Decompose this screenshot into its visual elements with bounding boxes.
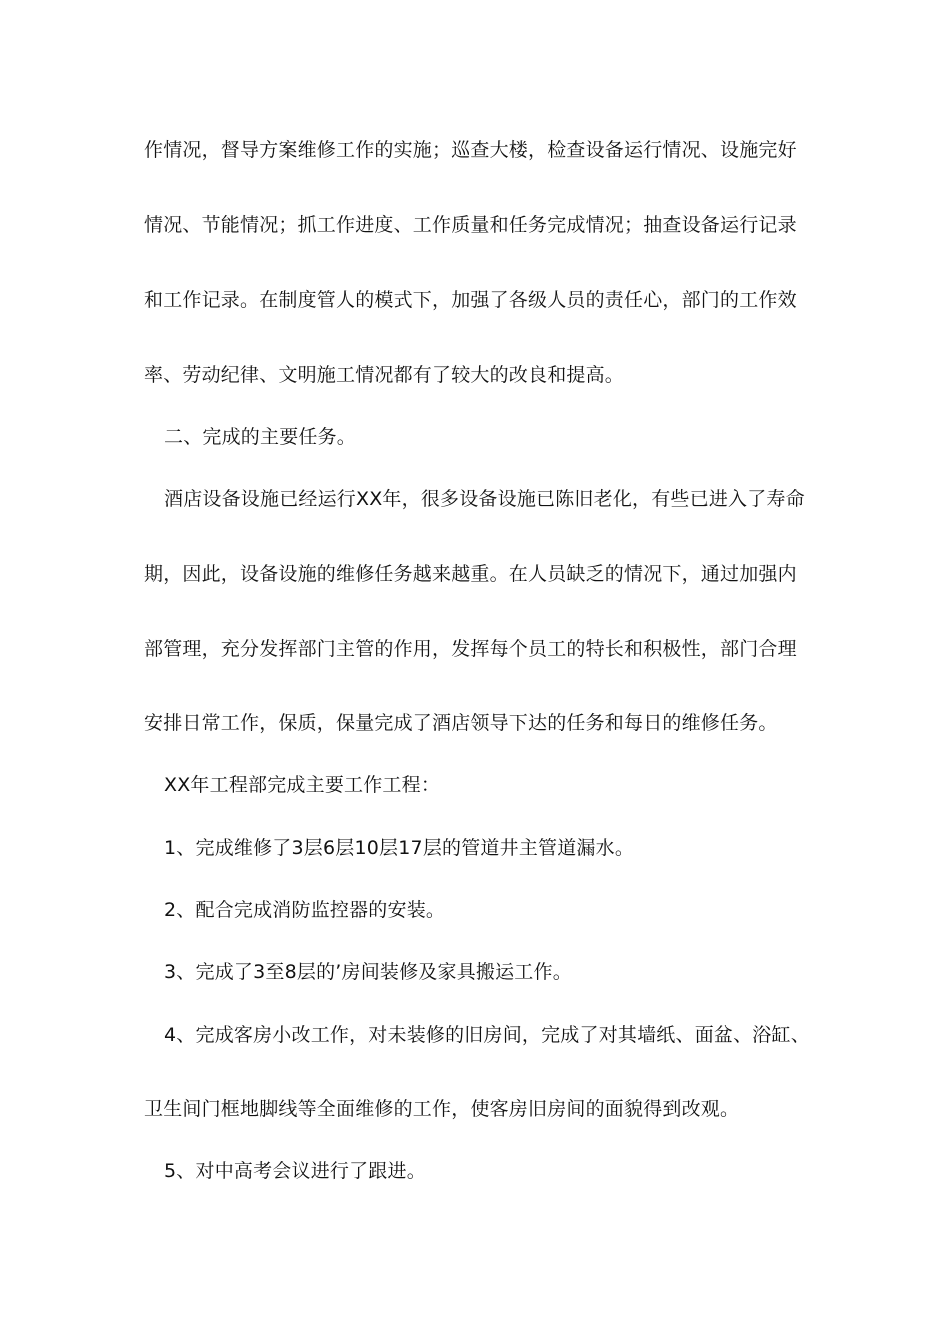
paragraph-line: 情况、节能情况；抓工作进度、工作质量和任务完成情况；抽查设备运行记录 (144, 214, 797, 236)
paragraph-line: 安排日常工作，保质，保量完成了酒店领导下达的任务和每日的维修任务。 (144, 712, 778, 734)
paragraph-line: 率、劳动纪律、文明施工情况都有了较大的改良和提高。 (144, 364, 625, 386)
paragraph-line: 和工作记录。在制度管人的模式下，加强了各级人员的责任心，部门的工作效 (144, 289, 797, 311)
list-item: 1、完成维修了3层6层10层17层的管道井主管道漏水。 (164, 837, 635, 859)
paragraph-line: 期，因此，设备设施的维修任务越来越重。在人员缺乏的情况下，通过加强内 (144, 563, 797, 585)
list-item: 5、对中高考会议进行了跟进。 (164, 1160, 426, 1182)
list-item: 2、配合完成消防监控器的安装。 (164, 899, 446, 921)
list-heading: XX年工程部完成主要工作工程： (164, 774, 441, 796)
paragraph-line: 酒店设备设施已经运行XX年，很多设备设施已陈旧老化，有些已进入了寿命 (164, 488, 805, 510)
list-item-continuation: 卫生间门框地脚线等全面维修的工作，使客房旧房间的面貌得到改观。 (144, 1098, 740, 1120)
list-item: 3、完成了3至8层的’房间装修及家具搬运工作。 (164, 961, 572, 983)
list-item: 4、完成客房小改工作，对未装修的旧房间，完成了对其墙纸、面盆、浴缸、 (164, 1024, 810, 1046)
section-heading: 二、完成的主要任务。 (164, 426, 357, 448)
paragraph-line: 作情况，督导方案维修工作的实施；巡查大楼，检查设备运行情况、设施完好 (144, 139, 797, 161)
paragraph-line: 部管理，充分发挥部门主管的作用，发挥每个员工的特长和积极性，部门合理 (144, 638, 797, 660)
